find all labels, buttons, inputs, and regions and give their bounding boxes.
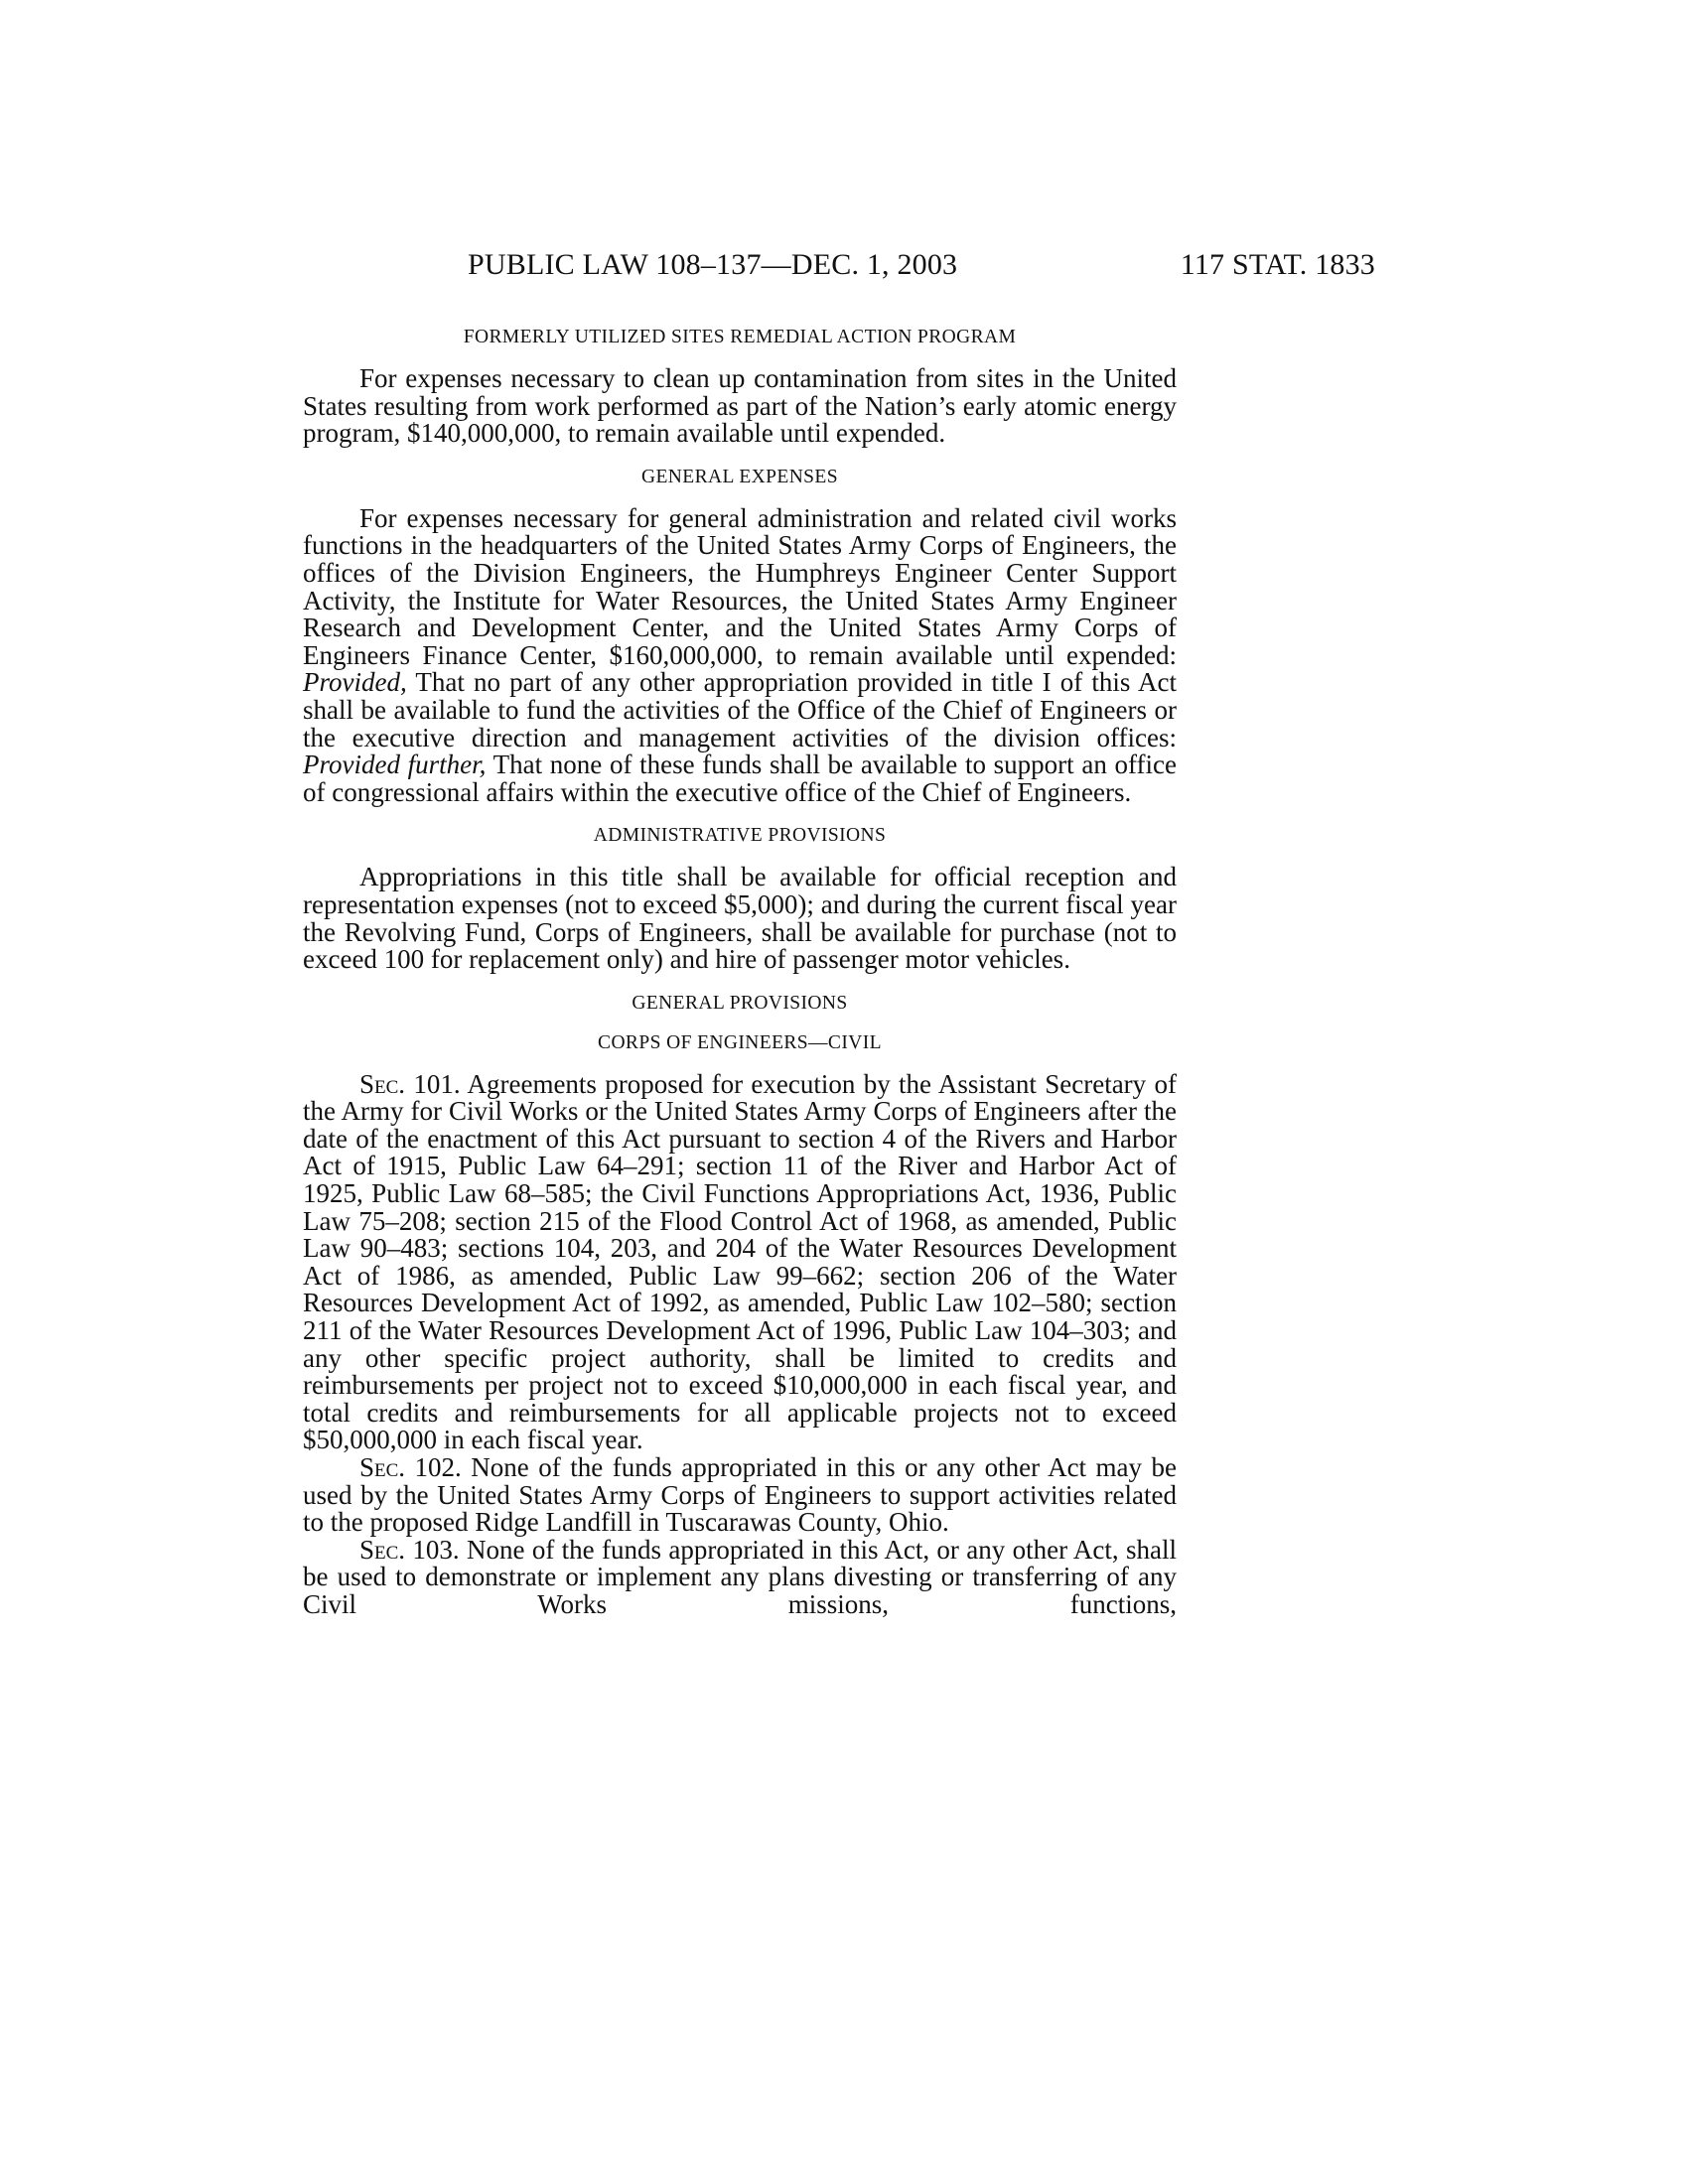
heading-fusrap: FORMERLY UTILIZED SITES REMEDIAL ACTION PROGRAM [463, 327, 1017, 347]
paragraph-administrative-provisions: Appropriations in this title shall be available for official reception and representation expenses (not to exceed $5,000); and during the current fiscal year the Revolving Fund, Corps of Engineers, shall be available for purchase (not to exceed 100 for replacement only) and hire of passenger motor vehicles. [303, 862, 1177, 975]
section-103 [303, 1534, 1178, 1619]
section-101-text: Agreements proposed for execution by the Assistant Secretary of the Army for Civil Works or the United States Army Corps of Engineers after the date of the enactment of this Act pursuant to section 4 of the Rivers and Harbor Act of 1915, Public Law 64–291; section 11 of the River and Harbor Act of 1925, Public Law 68–585; the Civil Functions Appropriations Act, 1936, Public Law 75–208; section 215 of the Flood Control Act of 1968, as amended, Public Law 90–483; sections 104, 203, and 204 of the Water Resources Development Act of 1986, as amended, Public Law 99–662; section 206 of the Water Resources Development Act of 1992, as amended, Public Law 102–580; section 211 of the Water Resources Development Act of 1996, Public Law 104–303; and any other specific project authority, shall be limited to credits and reimbursements per project not to exceed $10,000,000 in each fiscal year, and total credits and reimbursements for all applicable projects not to exceed $50,000,000 in each fiscal year. [303, 1068, 1178, 1455]
paragraph-fusrap: For expenses necessary to clean up contamination from sites in the United States resulting from work performed as part of the Nation’s early atomic energy program, $140,000,000, to remain available until expended. [303, 363, 1177, 449]
section-102-text: None of the funds appropriated in this or any other Act may be used by the United States Army Corps of Engineers to support activities related to the proposed Ridge Landfill in Tuscarawas County, Ohio. [303, 1452, 1178, 1538]
heading-general-expenses: GENERAL EXPENSES [641, 466, 838, 487]
section-101-label: Sec. 101. [359, 1068, 461, 1099]
proviso-provided: Provided, [303, 667, 407, 698]
section-101 [303, 1068, 1178, 1455]
section-103-text: None of the funds appropriated in this Act, or any other Act, shall be used to demonstrate or implement any plans divesting or transferring of any Civil Works missions, functions, [303, 1534, 1178, 1619]
subheading-corps-of-engineers-civil: CORPS OF ENGINEERS—CIVIL [598, 1031, 882, 1053]
statute-page-number: 117 STAT. 1833 [1180, 248, 1375, 281]
section-103-label: Sec. 103. [359, 1534, 460, 1565]
heading-administrative-provisions: ADMINISTRATIVE PROVISIONS [593, 825, 887, 847]
general-expenses-text-2: That no part of any other appropriation provided in title I of this Act shall be available to fund the activities of the Office of the Chief of Engineers or the executive direction and management activities of the division offices: [303, 667, 1177, 752]
section-102 [303, 1454, 1177, 1537]
document-body [303, 326, 1177, 1619]
law-title: PUBLIC LAW 108–137—DEC. 1, 2003 [468, 248, 958, 281]
general-expenses-text-3: That none of these funds shall be available to support an office of congressional affairs within the executive office of the Chief of Engineers. [303, 750, 1177, 807]
general-expenses-text-1: For expenses necessary for general administration and related civil works functions in the headquarters of the United States Army Corps of Engineers, the offices of the Division Engineers, the Humphreys Engineer Center Support Activity, the Institute for Water Resources, the United States Army Engineer Research and Development Center, and the United States Army Corps of Engineers Finance Center, $160,000,000, to remain available until expended: [303, 502, 1177, 670]
running-head [303, 248, 1375, 288]
proviso-provided-further: Provided further, [303, 750, 487, 780]
section-102-label: Sec. 102. [359, 1452, 462, 1482]
heading-general-provisions: GENERAL PROVISIONS [632, 992, 848, 1014]
paragraph-general-expenses [303, 502, 1177, 807]
